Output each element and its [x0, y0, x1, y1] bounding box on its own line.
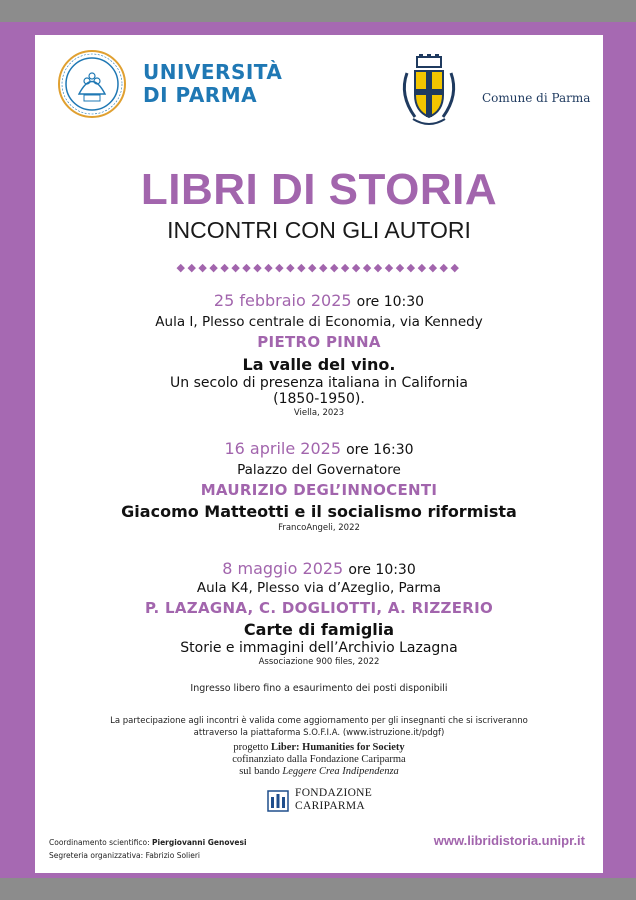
event-2-book-title: Giacomo Matteotti e il socialismo riformista [121, 502, 517, 521]
event-1-author: PIETRO PINNA [257, 333, 381, 351]
event-1-datetime [35, 291, 603, 310]
call-line [35, 766, 603, 777]
event-3-date: 8 maggio 2025 [222, 559, 344, 578]
event-3-place: Aula K4, Plesso via d’Azeglio, Parma [196, 580, 442, 596]
event-2-datetime [35, 439, 603, 458]
training-note-line1: La partecipazione agli incontri è valida come aggiornamento per gli insegnanti che si iscriveranno [110, 716, 528, 726]
call-prefix: sul bando [239, 766, 280, 777]
bottom-band [0, 878, 636, 900]
fondazione-cariparma-logo [267, 787, 387, 817]
organizing-secretariat [49, 851, 200, 860]
diamond-divider: ◆◆◆◆◆◆◆◆◆◆◆◆◆◆◆◆◆◆◆◆◆◆◆◆◆◆ [176, 261, 462, 274]
event-2-time: ore 16:30 [346, 442, 414, 458]
website-link[interactable]: www.libridistoria.unipr.it [433, 833, 585, 848]
city-crest-icon [393, 53, 465, 133]
entry-note: Ingresso libero fino a esaurimento dei posti disponibili [190, 683, 448, 694]
event-3-book-title: Carte di famiglia [243, 620, 395, 639]
event-1-time: ore 10:30 [356, 294, 425, 310]
event-1-book-subtitle: Un secolo di presenza italiana in California [170, 375, 468, 391]
event-2-publisher: FrancoAngeli, 2022 [278, 523, 360, 533]
event-3-authors: P. LAZAGNA, C. DOGLIOTTI, A. RIZZERIO [144, 599, 494, 617]
event-2-author: MAURIZIO DEGL’INNOCENTI [200, 481, 438, 499]
fondazione-cariparma-logo-icon [267, 789, 289, 813]
top-band [0, 0, 636, 22]
university-name-line1: UNIVERSITÀ [143, 60, 283, 84]
event-1-place: Aula I, Plesso centrale di Economia, via Kennedy [155, 314, 483, 330]
project-name: Liber: Humanities for Society [270, 742, 405, 753]
university-name-line2: DI PARMA [143, 83, 258, 107]
training-note-line2: attraverso la piattaforma S.O.F.I.A. (www.istruzione.it/pdgf) [193, 728, 445, 738]
comune-name: Comune di Parma [482, 91, 591, 105]
event-2-place: Palazzo del Governatore [237, 462, 401, 478]
poster-sheet [35, 35, 603, 873]
event-1-book-title: La valle del vino. [242, 355, 396, 374]
event-3-time: ore 10:30 [348, 562, 416, 578]
event-3-publisher: Associazione 900 files, 2022 [258, 657, 380, 667]
university-name [143, 61, 282, 107]
event-3-book-subtitle: Storie e immagini dell’Archivio Lazagna [180, 640, 458, 656]
fondazione-cariparma-name [295, 787, 372, 813]
university-logo [57, 49, 283, 121]
project-line [35, 742, 603, 753]
fondazione-line2: CARIPARMA [295, 800, 366, 812]
event-1-date: 25 febbraio 2025 [213, 291, 352, 310]
secr-name: Fabrizio Solieri [145, 851, 201, 860]
event-1-book-subtitle-2: (1850-1950). [273, 391, 365, 407]
university-seal-icon [57, 49, 127, 119]
poster-title: LIBRI DI STORIA [140, 165, 498, 214]
comune-logo [393, 53, 603, 133]
call-name: Leggere Crea Indipendenza [282, 766, 399, 777]
secr-label: Segreteria organizzativa: [49, 851, 144, 860]
coord-name: Piergiovanni Genovesi [152, 838, 247, 847]
scientific-coordination [49, 838, 247, 847]
fondazione-line1: FONDAZIONE [295, 787, 373, 799]
coord-label: Coordinamento scientifico: [49, 838, 150, 847]
event-1-publisher: Viella, 2023 [293, 408, 345, 418]
poster-subtitle: INCONTRI CON GLI AUTORI [167, 217, 471, 243]
funding-line: cofinanziato dalla Fondazione Cariparma [232, 754, 406, 765]
project-prefix: progetto [233, 742, 269, 753]
event-2-date: 16 aprile 2025 [224, 439, 341, 458]
event-3-datetime [35, 559, 603, 578]
